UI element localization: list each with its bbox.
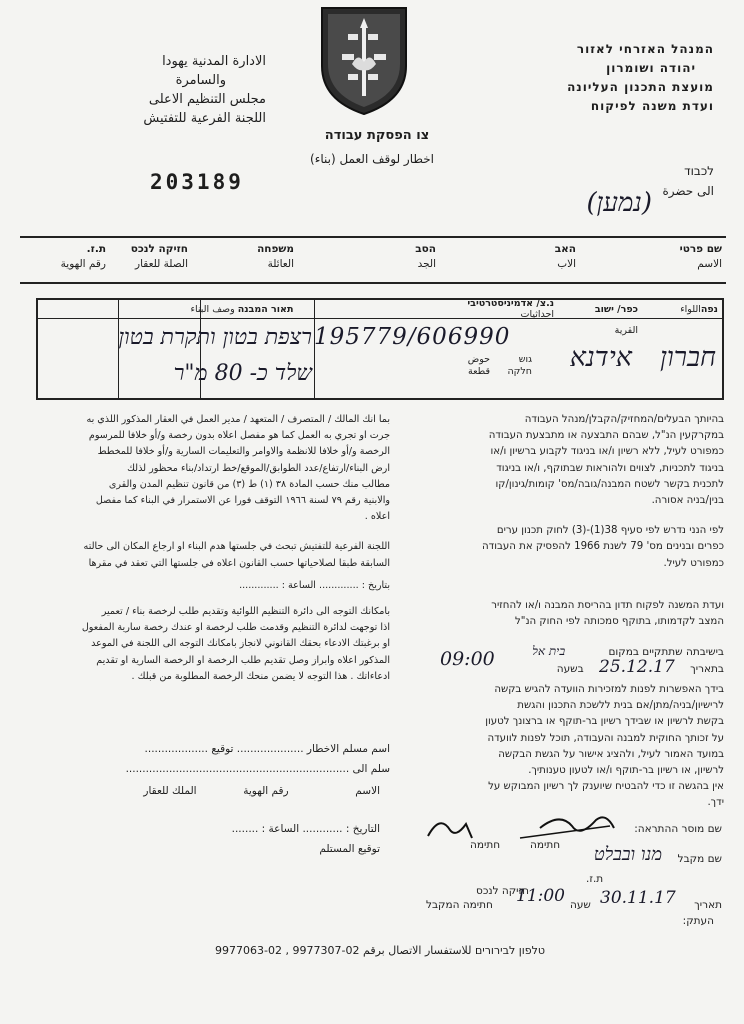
hearing-time-label: בשעה (556, 663, 584, 675)
ar-delivered-row: سلم الى ................................................................... (125, 763, 390, 775)
ar-sender-label: اسم مسلم الاخطار (306, 743, 390, 755)
delivery-date-label: תאריך (694, 899, 722, 911)
recipient-handwritten: (נמען) (586, 188, 652, 218)
hebrew-org-header (454, 40, 714, 116)
value-village: אידנא (569, 342, 632, 373)
col-father-he: האב (554, 243, 576, 255)
recipient-label-ar: الى حضرة (662, 184, 714, 198)
ar-para-3: بامكانك التوجه الى دائرة التنظيم اللوائية وتقديم طلب لرخصة بناء / تعمير اذا توجهت لدائرة التنظيم وقدمت طلب لرخصة او عندك رخصة سارية المفعول او برغبتك الادعاء بحقك القانوني لانجاز بامكانك التوجه الى اللجنة في الموعد المذكور اعلاه وابراز وصل تقديم طلب الرخصة او الرخصة السارية او تقديم ادعاءاتك . هذا التوجه لا يضمن منحك الرخصة المطلوبة من قبلك . (81, 606, 390, 682)
hearing-date-label: בתאריך (690, 663, 724, 675)
hdr-district-ar: اللواء (680, 304, 701, 315)
footer-phone: טלפון לבירורים للاستفسار الاتصال برقم 02-9977307 , 02-9977063 (215, 944, 545, 957)
signature-label-2: חתימה (470, 839, 501, 851)
recipient-label-he: לכבוד (684, 164, 714, 178)
header-he-line: ועדת משנה לפיקוח (590, 99, 714, 113)
ar-para-2: اللجنة الفرعية للتفتيش تبحث في جلستها هدم البناء او ارجاع المكان الى حالته السابقة طبقا لصلاحياتها حسب القانون اعلاه في جلستها التي تعقد في مقرها (83, 541, 390, 569)
col-family-he: משפחה (257, 243, 294, 255)
hearing-time: 09:00 (440, 648, 495, 670)
ar-date-label: التاريخ : (345, 823, 380, 835)
hdr-district-he: נפה (700, 304, 718, 315)
officer-signature (420, 808, 620, 848)
hdr-coords-he: נ.צ/ אדמיניסטרטיבי (467, 298, 554, 309)
col-family-ar: العائلة (267, 258, 294, 270)
ar-sender-sig-label: توقيع (211, 743, 234, 755)
ar-time-label: الساعة : (261, 823, 300, 835)
col-father-ar: الاب (557, 258, 576, 270)
header-ar-line: الادارة المدنية يهودا (162, 54, 266, 69)
header-ar-line: اللجنة الفرعية للتفتيش (143, 111, 266, 126)
col-id-he: ת.ז. (86, 243, 106, 255)
ar-id-label: رقم الهوية (243, 785, 289, 797)
value-description-1: רצפת בטון ותקרת בטון (118, 325, 312, 350)
hdr-desc-ar: وصف البناء (190, 304, 235, 315)
col-id-ar: رقم الهوية (60, 258, 106, 270)
sub-label-parcel-ar: قطعة (467, 366, 490, 377)
officer-label: שם מוסר ההתראה: (634, 823, 722, 835)
hdr-coords-ar: احداثيات (520, 309, 554, 320)
header-ar-line: مجلس التنظيم الاعلى (148, 92, 266, 107)
ar-sender-row: اسم مسلم الاخطار .................... توقيع ................... (144, 743, 390, 755)
sub-label-block-he: גוש (518, 354, 532, 365)
he-para-3: ועדת המשנה לפקוח תדון בהריסת המבנה ו/או להחזיר המצב לקדמותו, בתוקף סמכותה לפי החוק הנ"ל (491, 599, 724, 628)
he-para-5: אין בהגשה זו כדי להבטיח שיוענק לך רשיון המבוקש על ידך. (488, 781, 724, 809)
title-hebrew: צו הפסקת עבודה (324, 128, 430, 143)
col-first-name-he: שם פרטי (679, 243, 722, 255)
ar-name-id-row (80, 784, 380, 799)
col-first-name-ar: الاسم (697, 258, 722, 270)
header-he-line: יהודה ושומרון (606, 61, 696, 75)
ar-para-1: بما انك المالك / المتصرف / المتعهد / مدير العمل في العقار المذكور اللذي به جرت او تجري به العمل كما هو مفصل اعلاه بدون رخصة و/أو خلافا للمرسوم الرخصة و/أو خلافا للانظمة والاوامر والتعليمات السارية و/أو خلافا للمخطط ارض البناء/ارتفاع/عدد الطوابق/الموقع/خط ارتداد/بناء محظور لذلك مطالب منك حسب المادة ٣٨ (١) ط (٣) من قانون تنظيم المدن والقرى والابنية رقم ٧٩ لسنة ١٩٦٦ التوقف فورا عن الاستمرار في البناء كما مفصل اعلاه . (86, 414, 390, 523)
hdr-desc-he: תאור המבנה (237, 304, 294, 315)
arabic-org-header (36, 52, 266, 128)
header-he-line: מועצת התכנון העליונה (567, 80, 714, 94)
hdr-village-he: כפר/ ישוב (594, 304, 638, 315)
title-arabic: اخطار لوقف العمل (بناء) (310, 152, 434, 166)
sub-label-block-ar: حوض (467, 354, 490, 365)
hdr-village-ar: القرية (614, 325, 638, 336)
value-coordinates: 195779/606990 (314, 324, 511, 350)
ar-date-line: بتاريخ : ............. الساعة : ............. (239, 579, 390, 591)
sub-label-parcel-he: חלקה (507, 366, 532, 377)
he-para-2: לפי הנני נדרש לפי סעיף 38(1)-(3) לחוק תכנון ערים כפרים ובנינים מס' 79 לשנת 1966 להפסיק את העבודה כמפורט לעיל. (482, 525, 724, 569)
delivery-date: 30.11.17 (600, 888, 676, 908)
he-para-1: בהיותך הבעלים/המחזיק/הקבלן/מנהל העבודה במקרקעין הנ"ל, שבהם התבצעה או מתבצעת העבודה כמפורט לעיל, ללא רשיון ו/או בניגוד לקבוע ברשיון ו/או בניגוד לתכניות, לצווים ולהוראות שבתוקף, ו/או בניגוד לתכנית בקשר לשטח המבנה/גובה/מס' קומות/גינון/קו בנין/בניה אסורה. (488, 414, 724, 507)
recipient-name-label: שם מקבל (677, 853, 722, 865)
location-table (36, 298, 724, 400)
hearing-place: בית אל (532, 644, 566, 658)
ar-delivered-label: سلم الى (352, 763, 390, 775)
col-grandfather-ar: الجد (417, 258, 436, 270)
hearing-label: בישיבתה שתתקיים במקום (608, 646, 724, 658)
hebrew-body (406, 412, 724, 630)
col-grandfather-he: הסב (415, 243, 436, 255)
holding-label: חזיקה לנכס (476, 885, 530, 897)
id-label: ת.ז. (586, 873, 604, 885)
hearing-date: 25.12.17 (599, 657, 675, 677)
officer-signature-label: חתימה (530, 839, 561, 851)
col-holding-he: חזיקה לנכס (130, 243, 188, 255)
person-table (20, 240, 726, 280)
serial-number: 203189 (150, 170, 244, 194)
ar-receiver-sig: توقيع المستلم (319, 843, 380, 855)
idf-emblem-logo (318, 4, 410, 116)
header-ar-line: والسامرة (175, 73, 226, 88)
value-district: חברון (659, 342, 716, 373)
receiver-sig-label: חתימה המקבל (426, 899, 493, 911)
ar-name-label: الاسم (355, 785, 380, 797)
ar-date-time-row: التاريخ : ............ الساعة : ........ (231, 823, 380, 835)
value-description-2: שלד כ- 80 מ"ר (173, 361, 312, 386)
he-para-4: בידך האפשרות לפנות למזכירות הוועדה להגיש בקשה לרישיון/בניה/מתן/אם בנית ללשכת התכנון והגשת בקשת לרשיון או שבידך רשיון בר-תוקף או ברצונך לטעון על זכותך החוקית למבנה והעבודה, תוכל לפנות לוועדה במועד האמור לעיל, ולהציג אישור על הגשת הבקשה לרשיון, או רשיון בר-תוקף ו/או לטעון טענותיך. (485, 684, 724, 777)
delivery-time: 11:00 (516, 886, 565, 906)
delivery-time-label: שעה (570, 899, 591, 911)
arabic-body (34, 412, 390, 685)
header-he-line: המנהל האזרחי לאזור (576, 42, 714, 56)
hebrew-body-2 (406, 682, 724, 812)
ar-property-label: الملك للعقار (143, 785, 197, 797)
copy-label: העתק: (682, 915, 714, 927)
col-holding-ar: الصلة للعقار (135, 258, 188, 270)
recipient-name: מנו ובבלט (593, 844, 662, 865)
